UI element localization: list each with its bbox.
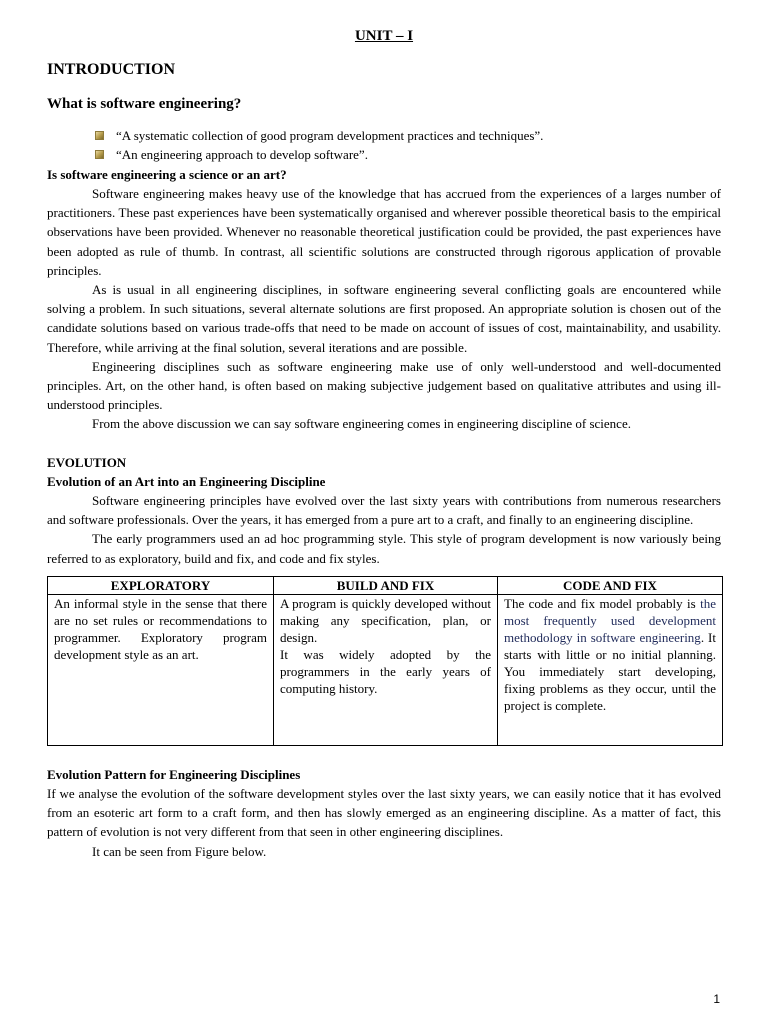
code-fix-highlight: the most frequently used development methodology in software engineering (504, 595, 716, 645)
code-fix-text: The code and fix model probably is (504, 595, 701, 611)
table-header-row (48, 576, 723, 594)
evolution-heading: EVOLUTION (47, 454, 127, 470)
list-item (95, 126, 721, 145)
unit-title: UNIT – I (354, 28, 414, 44)
introduction-heading: INTRODUCTION (47, 61, 176, 78)
paragraph: The early programmers used an ad hoc programming style. This style of program development is now variously being referred to as exploratory, build and fix, and code and fix styles. (47, 531, 721, 566)
paragraph: It can be seen from Figure below. (92, 843, 267, 859)
definition-list (47, 126, 721, 165)
page-number: 1 (713, 992, 720, 1006)
list-item (95, 145, 721, 164)
column-header: EXPLORATORY (48, 576, 274, 594)
build-fix-cell (274, 594, 498, 745)
definition-quote: “An engineering approach to develop software”. (116, 147, 368, 163)
paragraph: Software engineering principles have evolved over the last sixty years with contributions from numerous researchers and software professionals. Over the years, it has emerged from a pure art to a craft, and finally to an engineering discipline. (47, 493, 721, 528)
document-page (47, 26, 721, 861)
code-fix-cell (498, 594, 723, 745)
science-or-art-heading: Is software engineering a science or an art? (47, 166, 287, 182)
column-header: BUILD AND FIX (274, 576, 498, 594)
evolution-pattern-heading: Evolution Pattern for Engineering Disciplines (47, 766, 301, 782)
programming-styles-table (47, 576, 723, 746)
table-row (48, 594, 723, 745)
exploratory-cell (48, 594, 274, 745)
square-bullet-icon (95, 131, 104, 140)
paragraph: Engineering disciplines such as software engineering make use of only well-understood and well-documented principles. Art, on the other hand, is often based on making subjective judgement based on qualitative attributes and using ill-understood principles. (47, 358, 721, 413)
paragraph: From the above discussion we can say software engineering comes in engineering discipline of science. (92, 416, 631, 432)
paragraph: Software engineering makes heavy use of the knowledge that has accrued from the experiences of a larges number of practitioners. These past experiences have been systematically organised and wherever possible theoretical basis to the empirical observations have been provided. Whenever no reasonable theoretical justification could be provided, the past experiences have been adopted as rule of thumb. In contrast, all scientific solutions are constructed through rigorous application of provable principles. (47, 186, 721, 278)
square-bullet-icon (95, 150, 104, 159)
build-fix-text: It was widely adopted by the programmers in the early years of computing history. (280, 646, 491, 696)
definition-quote: “A systematic collection of good program development practices and techniques”. (116, 128, 544, 143)
paragraph: If we analyse the evolution of the software development styles over the last sixty years, we can easily notice that it has evolved from an esoteric art form to a craft form, and then has slowly emerged as an engineering discipline. As a matter of fact, this pattern of evolution is not very different from that seen in other engineering disciplines. (47, 786, 721, 840)
exploratory-text: An informal style in the sense that there are no set rules or recommendations to programmer. Exploratory program development style as an art. (54, 595, 267, 662)
code-fix-text: . It starts with little or no initial planning. You immediately start developing, fixing problems as they occur, until the project is complete. (504, 629, 716, 713)
column-header: CODE AND FIX (498, 576, 723, 594)
paragraph: As is usual in all engineering disciplines, in software engineering several conflicting goals are encountered while solving a problem. In such situations, several alternate solutions are first proposed. An appropriate solution is chosen out of the candidate solutions based on various trade-offs that need to be made on account of issues of cost, maintainability, and usability. Therefore, while arriving at the final solution, several iterations and are possible. (47, 282, 721, 355)
build-fix-text: A program is quickly developed without making any specification, plan, or design. (280, 595, 491, 645)
what-is-se-heading: What is software engineering? (47, 96, 242, 112)
art-to-engineering-heading: Evolution of an Art into an Engineering Discipline (47, 473, 326, 489)
